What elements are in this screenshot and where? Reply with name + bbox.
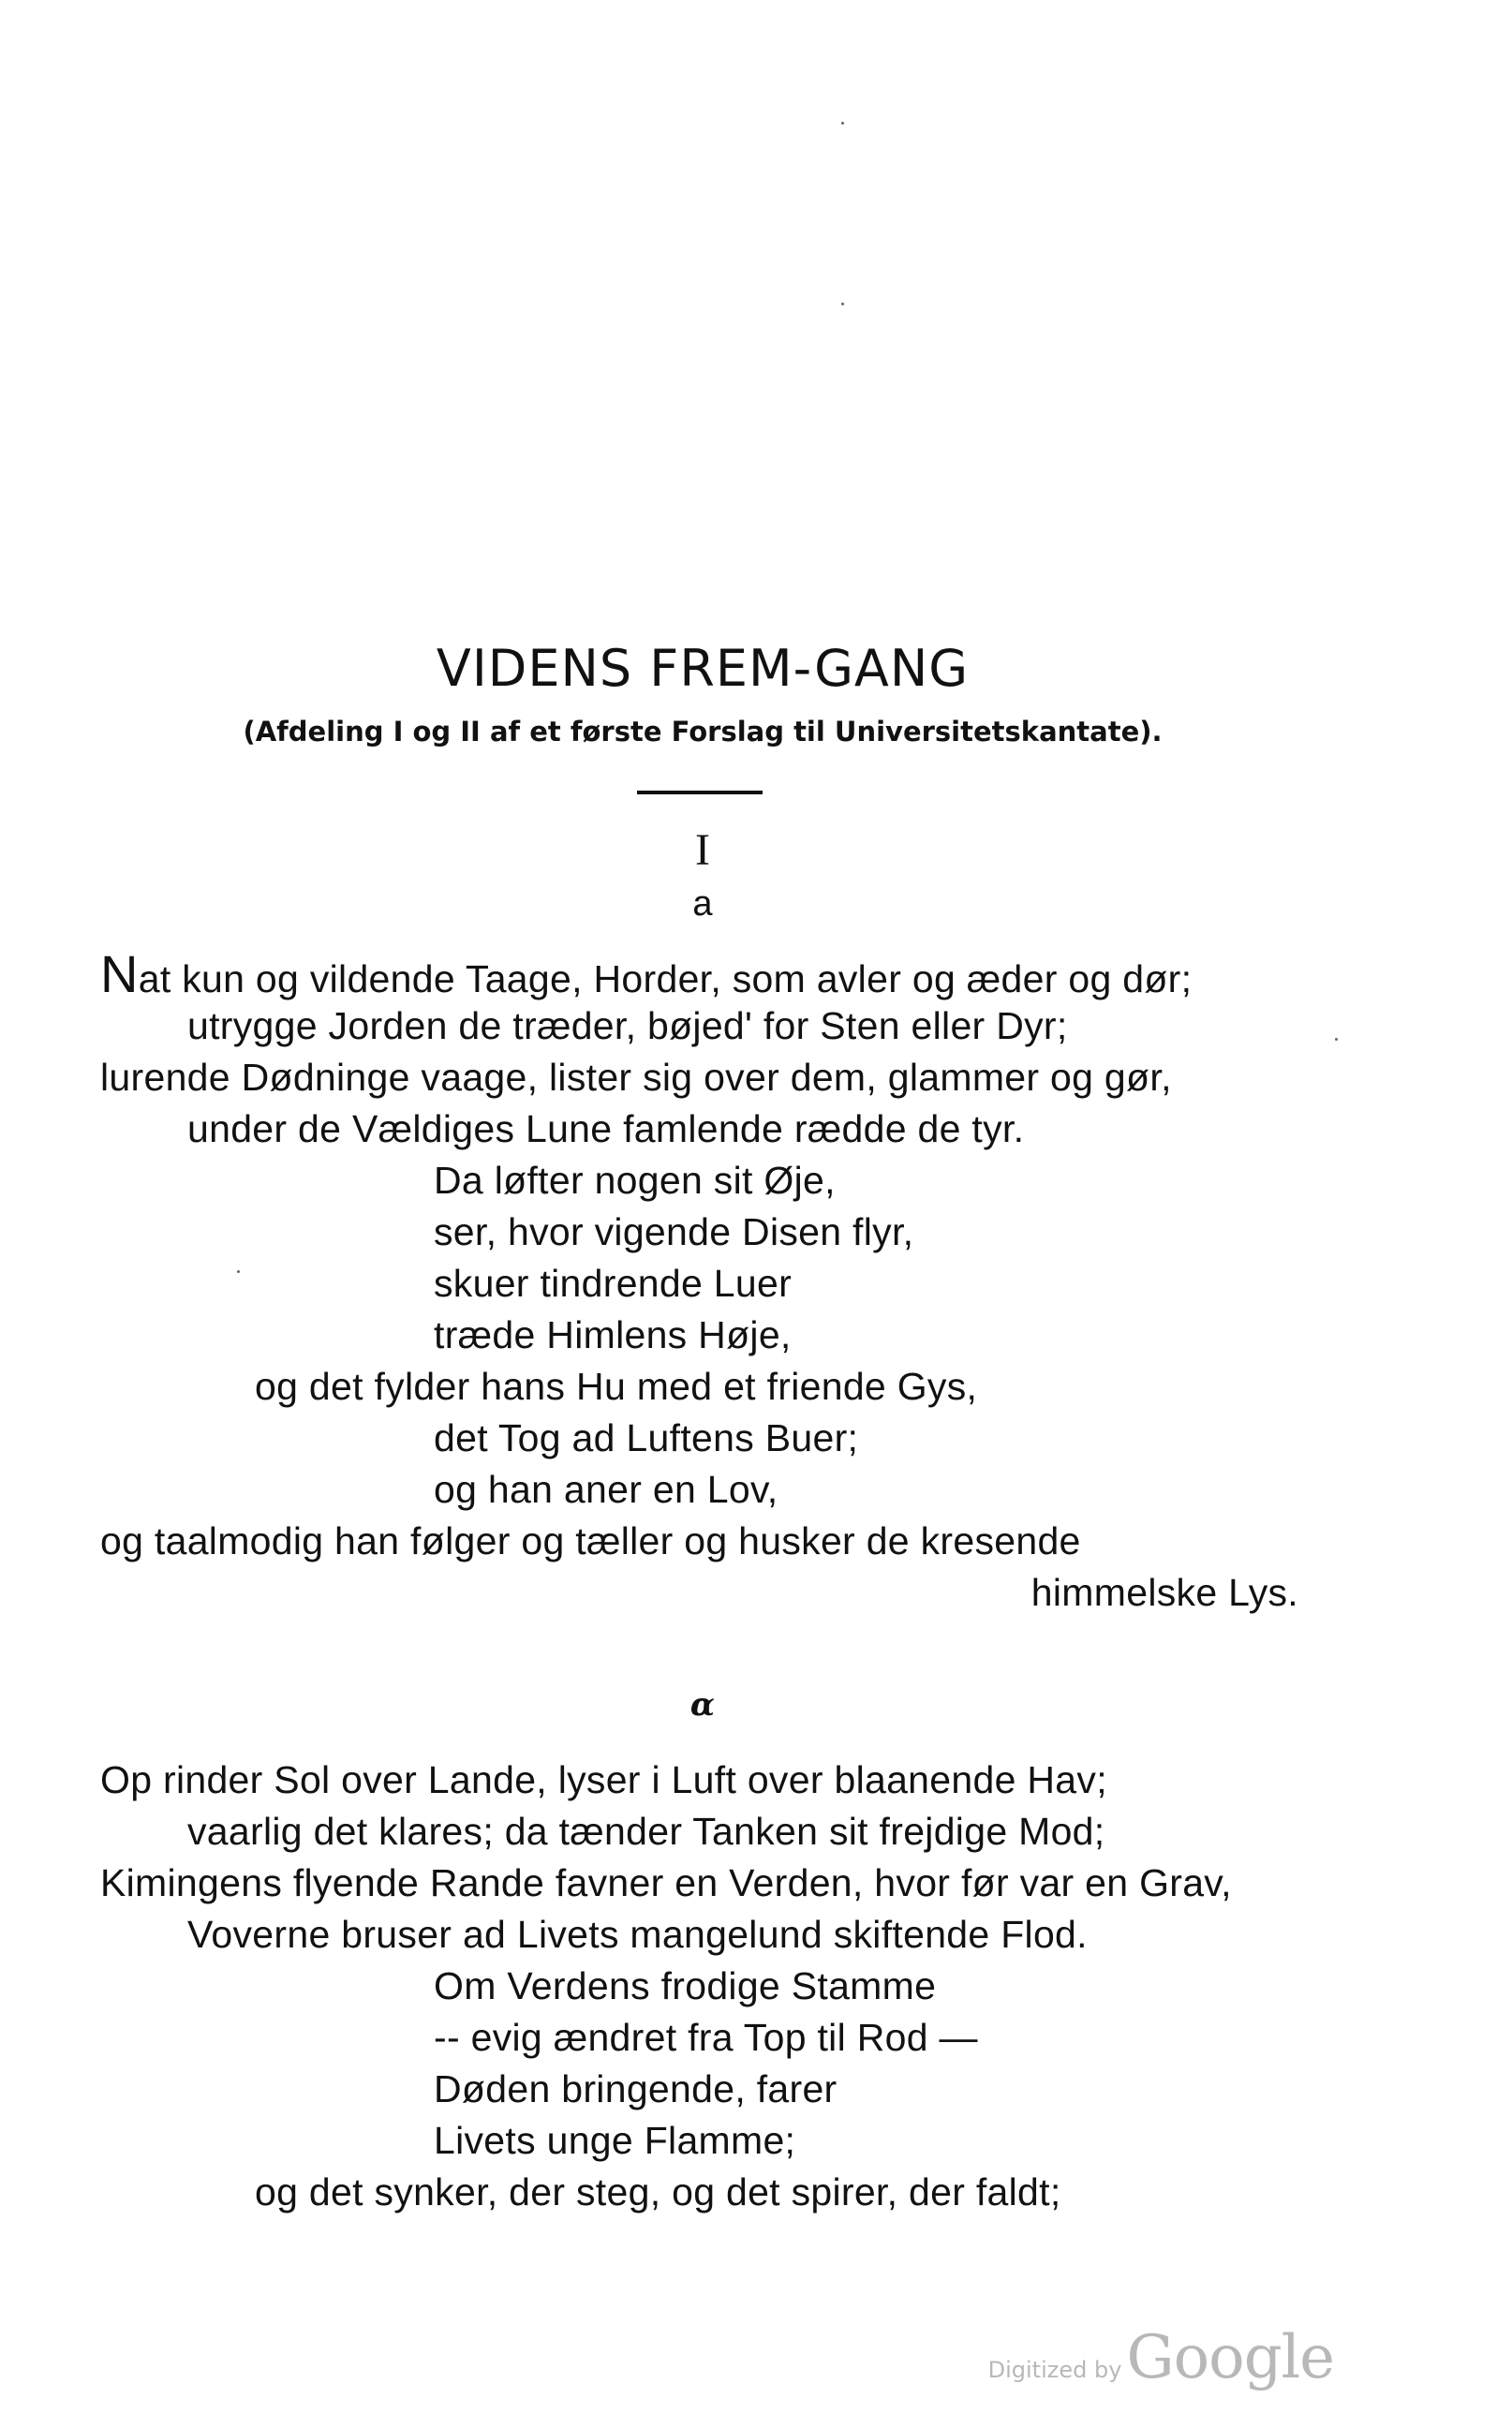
page-subtitle: (Afdeling I og II af et første Forslag til Universitetskantate).: [243, 716, 1163, 748]
poem-line: Døden bringende, farer: [434, 2067, 838, 2110]
page-speck: [1335, 1038, 1338, 1041]
poem-line: ser, hvor vigende Disen flyr,: [434, 1210, 914, 1253]
poem-line: -- evig ændret fra Top til Rod —: [434, 2016, 978, 2059]
title-rule: [637, 791, 763, 794]
poem-line: Kimingens flyende Rande favner en Verden, hvor før var en Grav,: [100, 1861, 1232, 1904]
poem-line: under de Vældiges Lune famlende rædde de tyr.: [187, 1107, 1025, 1150]
watermark-prefix: Digitized by: [987, 2357, 1122, 2383]
poem-line: [100, 944, 1193, 1004]
poem-line: Livets unge Flamme;: [434, 2119, 796, 2162]
poem-line-rest: at kun og vildende Taage, Horder, som avler og æder og dør;: [138, 957, 1193, 1000]
poem-line: træde Himlens Høje,: [434, 1313, 792, 1356]
page-title: VIDENS FREM-GANG: [436, 639, 970, 698]
poem-line: og det synker, der steg, og det spirer, der faldt;: [255, 2170, 1061, 2213]
section-letter: α: [689, 1686, 716, 1724]
section-numeral: I: [695, 825, 710, 875]
page-speck: [841, 303, 844, 305]
poem-line: skuer tindrende Luer: [434, 1262, 793, 1305]
poem-line: Da løfter nogen sit Øje,: [434, 1159, 836, 1202]
poem-line: det Tog ad Luftens Buer;: [434, 1416, 859, 1459]
poem-line: utrygge Jorden de træder, bøjed' for Sten eller Dyr;: [187, 1004, 1068, 1047]
section-letter: a: [692, 884, 713, 924]
poem-line: Op rinder Sol over Lande, lyser i Luft over blaanende Hav;: [100, 1758, 1107, 1801]
poem-line: Om Verdens frodige Stamme: [434, 1964, 937, 2007]
digitized-watermark: [988, 2323, 1334, 2392]
poem-line: og det fylder hans Hu med et friende Gys,: [255, 1365, 978, 1408]
page-speck: [841, 122, 844, 125]
poem-line: Voverne bruser ad Livets mangelund skiftende Flod.: [187, 1913, 1088, 1956]
poem-line: vaarlig det klares; da tænder Tanken sit frejdige Mod;: [187, 1810, 1105, 1853]
drop-cap: N: [100, 944, 139, 1003]
page-speck: [237, 1270, 240, 1273]
poem-line: himmelske Lys.: [1030, 1571, 1298, 1614]
google-logo: Google: [1126, 2323, 1334, 2392]
poem-line: og taalmodig han følger og tæller og husker de kresende: [100, 1519, 1081, 1562]
poem-line: lurende Dødninge vaage, lister sig over dem, glammer og gør,: [100, 1056, 1172, 1099]
poem-line: og han aner en Lov,: [434, 1468, 778, 1511]
